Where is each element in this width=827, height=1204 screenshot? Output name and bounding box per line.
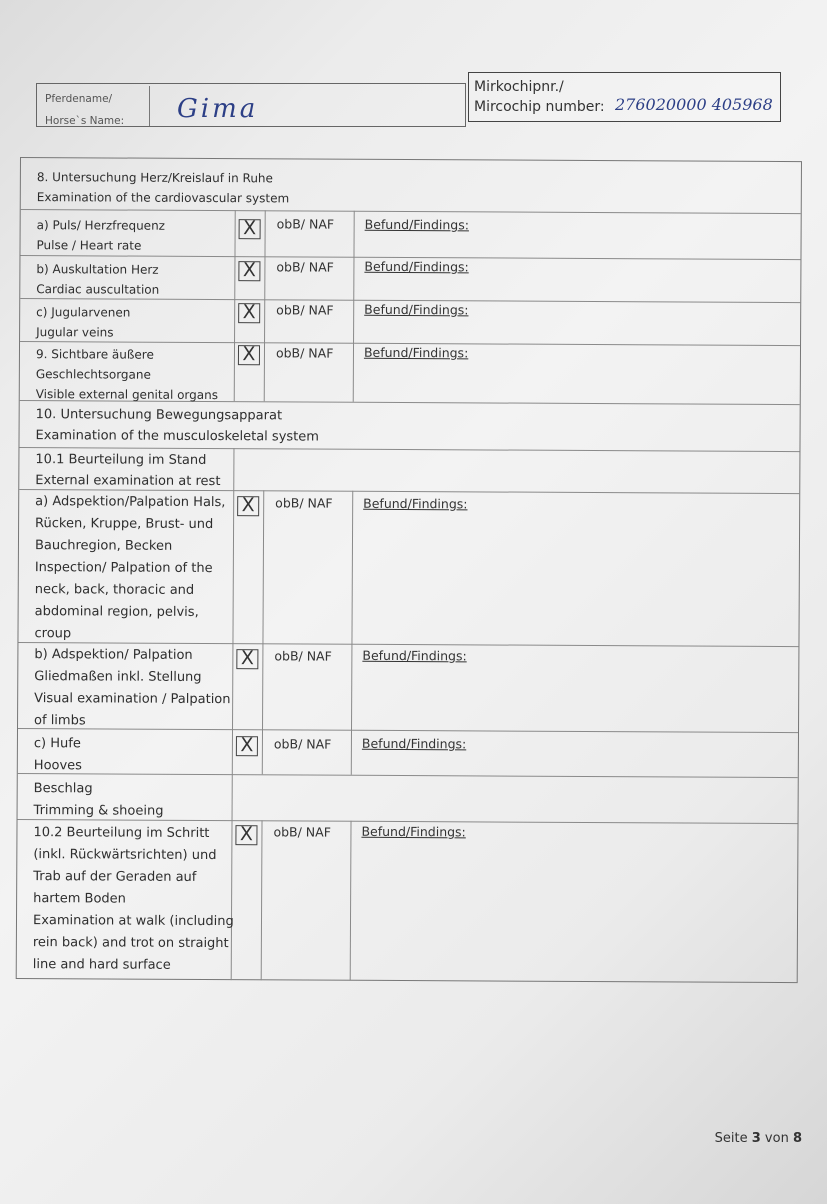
cardiac-checkbox[interactable] bbox=[238, 261, 260, 281]
examination-form bbox=[16, 157, 802, 983]
check-mark-icon: X bbox=[240, 734, 254, 757]
horse-name-divider bbox=[149, 86, 150, 126]
col-divider-3c bbox=[350, 821, 352, 981]
row-pulse-en: Pulse / Heart rate bbox=[36, 238, 142, 253]
limbs-findings-label: Befund/Findings: bbox=[362, 647, 467, 664]
walk-line: Examination at walk (including bbox=[32, 913, 234, 930]
walk-line: Trab auf der Geraden auf bbox=[33, 869, 197, 885]
pulse-normal-label: obB/ NAF bbox=[276, 216, 335, 232]
genital-findings-label: Befund/Findings: bbox=[363, 344, 469, 361]
limbs-line: Gliedmaßen inkl. Stellung bbox=[34, 669, 202, 685]
walk-line: rein back) and trot on straight bbox=[32, 935, 229, 952]
page-prefix: Seite bbox=[714, 1131, 752, 1146]
walk-normal-label: obB/ NAF bbox=[273, 824, 331, 840]
col-divider-3b bbox=[351, 491, 353, 775]
row-pulse-de: a) Puls/ Herzfrequenz bbox=[36, 218, 166, 233]
limbs-normal-label: obB/ NAF bbox=[274, 648, 332, 664]
walk-findings-label: Befund/Findings: bbox=[361, 823, 466, 840]
col-divider-1b bbox=[231, 448, 235, 980]
walk-line: line and hard surface bbox=[32, 957, 171, 973]
page-middle: von bbox=[760, 1131, 793, 1146]
col-divider-2c bbox=[261, 820, 263, 980]
pulse-findings-label: Befund/Findings: bbox=[364, 216, 470, 233]
walk-line: hartem Boden bbox=[33, 891, 126, 907]
section8-title-de: 8. Untersuchung Herz/Kreislauf in Ruhe bbox=[36, 170, 273, 186]
check-mark-icon: X bbox=[242, 259, 256, 282]
walk-line: (inkl. Rückwärtsrichten) und bbox=[33, 847, 217, 864]
page-current: 3 bbox=[751, 1131, 761, 1146]
trunk-line: croup bbox=[34, 626, 72, 642]
hooves-findings-label: Befund/Findings: bbox=[361, 735, 467, 752]
row-cardiac-en: Cardiac auscultation bbox=[36, 282, 160, 297]
jugular-normal-label: obB/ NAF bbox=[276, 302, 334, 318]
row-cardiac-de: b) Auskultation Herz bbox=[36, 262, 159, 277]
hooves-checkbox[interactable] bbox=[236, 736, 258, 756]
limbs-checkbox[interactable] bbox=[236, 649, 258, 669]
genital-normal-label: obB/ NAF bbox=[275, 345, 334, 361]
check-mark-icon: X bbox=[239, 823, 254, 846]
row-genital-de-2: Geschlechtsorgane bbox=[35, 367, 151, 382]
shoeing-en: Trimming & shoeing bbox=[33, 803, 164, 819]
row-line bbox=[21, 209, 801, 214]
trunk-line: a) Adspektion/Palpation Hals, bbox=[35, 494, 226, 511]
check-mark-icon: X bbox=[243, 217, 257, 240]
row-line bbox=[18, 728, 798, 733]
trunk-line: Inspection/ Palpation of the bbox=[34, 560, 213, 577]
col-divider-3a bbox=[353, 211, 355, 402]
col-divider-2b bbox=[262, 490, 264, 774]
microchip-box bbox=[468, 72, 781, 122]
chip-label-de: Mirkochipnr./ bbox=[474, 79, 564, 95]
row-genital-en: Visible external genital organs bbox=[35, 387, 219, 403]
page-total: 8 bbox=[792, 1131, 802, 1146]
subsection-10-1-en: External examination at rest bbox=[35, 473, 221, 490]
hooves-de: c) Hufe bbox=[33, 736, 81, 752]
trunk-findings-label: Befund/Findings: bbox=[363, 495, 468, 512]
row-jugular-de: c) Jugularvenen bbox=[36, 305, 131, 320]
section10-title-de: 10. Untersuchung Bewegungsapparat bbox=[35, 407, 283, 424]
jugular-findings-label: Befund/Findings: bbox=[364, 301, 469, 318]
jugular-checkbox[interactable] bbox=[238, 303, 260, 323]
trunk-line: Bauchregion, Becken bbox=[34, 538, 173, 554]
walk-line: 10.2 Beurteilung im Schritt bbox=[33, 825, 210, 842]
horse-name-value: Gima bbox=[177, 94, 259, 124]
horse-name-label-de: Pferdename/ bbox=[45, 93, 113, 105]
row-jugular-en: Jugular veins bbox=[36, 325, 114, 340]
limbs-line: b) Adspektion/ Palpation bbox=[34, 647, 193, 663]
trunk-line: Rücken, Kruppe, Brust- und bbox=[35, 516, 214, 533]
walk-checkbox[interactable] bbox=[235, 825, 257, 845]
cardiac-findings-label: Befund/Findings: bbox=[364, 258, 469, 275]
trunk-line: neck, back, thoracic and bbox=[34, 582, 195, 598]
section8-title-en: Examination of the cardiovascular system bbox=[36, 190, 290, 206]
pulse-checkbox[interactable] bbox=[239, 219, 261, 239]
check-mark-icon: X bbox=[241, 494, 255, 517]
limbs-line: of limbs bbox=[34, 713, 86, 729]
shoeing-de: Beschlag bbox=[33, 781, 93, 797]
hooves-normal-label: obB/ NAF bbox=[273, 736, 332, 752]
page-number bbox=[715, 1131, 802, 1146]
col-divider-1a bbox=[234, 210, 236, 401]
check-mark-icon: X bbox=[240, 647, 254, 670]
row-line bbox=[18, 773, 798, 778]
trunk-normal-label: obB/ NAF bbox=[275, 495, 333, 511]
trunk-checkbox[interactable] bbox=[237, 496, 259, 516]
chip-number-value: 276020000 405968 bbox=[615, 95, 773, 114]
check-mark-icon: X bbox=[242, 301, 256, 324]
hooves-en: Hooves bbox=[33, 758, 83, 774]
subsection-10-1-de: 10.1 Beurteilung im Stand bbox=[35, 452, 207, 468]
row-genital-de-1: 9. Sichtbare äußere bbox=[35, 347, 154, 362]
genital-checkbox[interactable] bbox=[238, 345, 260, 365]
col-divider-2a bbox=[264, 210, 266, 401]
section10-title-en: Examination of the musculoskeletal system bbox=[35, 428, 319, 445]
horse-name-label-en: Horse`s Name: bbox=[45, 115, 125, 127]
horse-name-box bbox=[36, 83, 466, 127]
chip-label-en: Mircochip number: bbox=[474, 99, 605, 115]
cardiac-normal-label: obB/ NAF bbox=[276, 259, 334, 275]
check-mark-icon: X bbox=[242, 343, 256, 366]
trunk-line: abdominal region, pelvis, bbox=[34, 604, 199, 620]
limbs-line: Visual examination / Palpation bbox=[34, 691, 231, 708]
